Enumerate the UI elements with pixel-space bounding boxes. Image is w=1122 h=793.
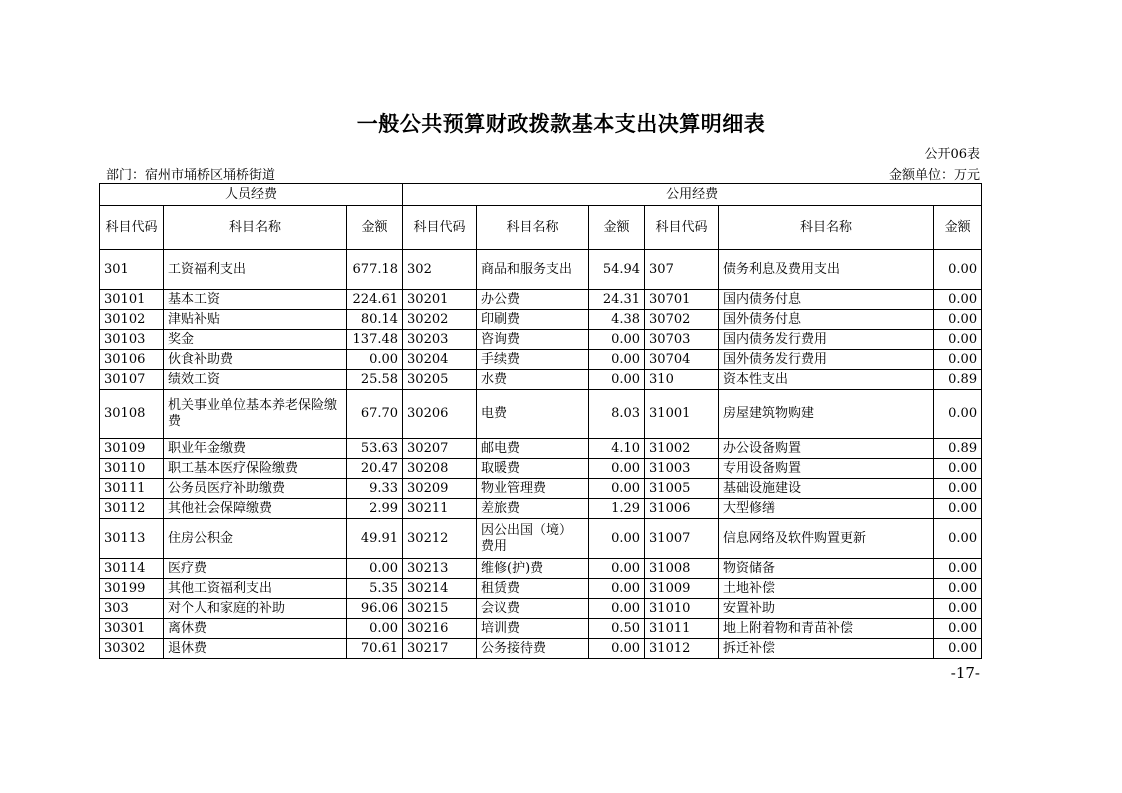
table-cell: 退休费 [164,639,347,659]
table-cell: 0.00 [589,639,645,659]
table-cell: 0.00 [934,599,982,619]
table-cell: 0.00 [589,370,645,390]
table-cell: 30202 [403,310,477,330]
table-cell: 30209 [403,479,477,499]
table-cell: 绩效工资 [164,370,347,390]
table-row [100,310,982,330]
table-cell: 30108 [100,390,164,439]
table-cell: 基本工资 [164,290,347,310]
table-cell: 专用设备购置 [719,459,934,479]
table-cell: 30111 [100,479,164,499]
table-cell: 资本性支出 [719,370,934,390]
table-cell: 土地补偿 [719,579,934,599]
table-cell: 0.00 [934,330,982,350]
table-cell: 30213 [403,559,477,579]
table-cell: 国外债务付息 [719,310,934,330]
table-cell: 职业年金缴费 [164,439,347,459]
table-cell: 邮电费 [477,439,589,459]
table-cell: 2.99 [347,499,403,519]
table-cell: 30701 [645,290,719,310]
table-cell: 0.00 [934,499,982,519]
table-cell: 0.00 [589,559,645,579]
table-cell: 机关事业单位基本养老保险缴费 [164,390,347,439]
page-title: 一般公共预算财政拨款基本支出决算明细表 [356,111,766,136]
table-cell: 30208 [403,459,477,479]
table-cell: 维修(护)费 [477,559,589,579]
table-cell: 0.00 [934,310,982,330]
table-cell: 物业管理费 [477,479,589,499]
table-cell: 302 [403,250,477,290]
table-cell: 30199 [100,579,164,599]
table-cell: 30704 [645,350,719,370]
table-row [100,499,982,519]
table-row [100,330,982,350]
table-row [100,519,982,559]
table-cell: 30212 [403,519,477,559]
table-cell: 地上附着物和青苗补偿 [719,619,934,639]
table-cell: 拆迁补偿 [719,639,934,659]
table-cell: 0.00 [934,290,982,310]
table-cell: 职工基本医疗保险缴费 [164,459,347,479]
table-cell: 96.06 [347,599,403,619]
table-cell: 31002 [645,439,719,459]
table-cell: 电费 [477,390,589,439]
table-cell: 其他社会保障缴费 [164,499,347,519]
column-header: 科目名称 [164,206,347,250]
table-cell: 培训费 [477,619,589,639]
unit-label: 金额单位：万元 [888,168,980,183]
table-cell: 0.00 [589,599,645,619]
table-row [100,579,982,599]
table-cell: 0.00 [934,519,982,559]
table-cell: 30109 [100,439,164,459]
table-cell: 离休费 [164,619,347,639]
table-cell: 取暖费 [477,459,589,479]
table-cell: 租赁费 [477,579,589,599]
table-cell: 31005 [645,479,719,499]
column-header: 科目名称 [719,206,934,250]
table-cell: 会议费 [477,599,589,619]
table-cell: 0.50 [589,619,645,639]
table-cell: 0.00 [934,459,982,479]
table-cell: 对个人和家庭的补助 [164,599,347,619]
table-cell: 310 [645,370,719,390]
column-header: 科目名称 [477,206,589,250]
table-cell: 0.00 [347,350,403,370]
table-cell: 津贴补贴 [164,310,347,330]
table-cell: 0.00 [934,350,982,370]
table-cell: 31008 [645,559,719,579]
table-cell: 137.48 [347,330,403,350]
table-row [100,439,982,459]
table-cell: 30211 [403,499,477,519]
table-cell: 53.63 [347,439,403,459]
table-cell: 25.58 [347,370,403,390]
table-cell: 印刷费 [477,310,589,330]
table-cell: 0.00 [934,390,982,439]
table-cell: 0.00 [347,559,403,579]
table-row [100,459,982,479]
table-cell: 0.89 [934,370,982,390]
table-cell: 30110 [100,459,164,479]
table-cell: 债务利息及费用支出 [719,250,934,290]
table-cell: 30201 [403,290,477,310]
table-cell: 安置补助 [719,599,934,619]
table-cell: 0.00 [934,639,982,659]
table-cell: 0.00 [589,459,645,479]
table-cell: 80.14 [347,310,403,330]
table-cell: 49.91 [347,519,403,559]
table-cell: 30301 [100,619,164,639]
table-cell: 住房公积金 [164,519,347,559]
column-header: 科目代码 [645,206,719,250]
page-number: -17- [950,664,980,682]
table-cell: 224.61 [347,290,403,310]
table-cell: 公务接待费 [477,639,589,659]
table-cell: 1.29 [589,499,645,519]
table-cell: 20.47 [347,459,403,479]
table-cell: 31009 [645,579,719,599]
table-cell: 医疗费 [164,559,347,579]
table-cell: 30203 [403,330,477,350]
table-cell: 30702 [645,310,719,330]
table-row [100,639,982,659]
table-row [100,350,982,370]
table-cell: 30217 [403,639,477,659]
table-cell: 0.00 [934,579,982,599]
table-cell: 30103 [100,330,164,350]
table-cell: 31011 [645,619,719,639]
table-cell: 0.89 [934,439,982,459]
department-label: 部门：宿州市埇桥区埇桥街道 [106,168,276,183]
table-row [100,390,982,439]
group-header-public: 公用经费 [403,184,982,206]
table-cell: 54.94 [589,250,645,290]
table-row [100,619,982,639]
table-cell: 30106 [100,350,164,370]
table-cell: 31007 [645,519,719,559]
table-cell: 伙食补助费 [164,350,347,370]
table-cell: 303 [100,599,164,619]
table-cell: 30206 [403,390,477,439]
table-cell: 30112 [100,499,164,519]
table-cell: 物资储备 [719,559,934,579]
table-cell: 房屋建筑物购建 [719,390,934,439]
table-cell: 30101 [100,290,164,310]
table-row [100,599,982,619]
table-cell: 其他工资福利支出 [164,579,347,599]
table-cell: 30302 [100,639,164,659]
table-row [100,250,982,290]
table-cell: 301 [100,250,164,290]
table-cell: 4.38 [589,310,645,330]
table-cell: 31001 [645,390,719,439]
table-cell: 0.00 [589,579,645,599]
group-header-personnel: 人员经费 [100,184,403,206]
table-cell: 0.00 [934,479,982,499]
table-cell: 4.10 [589,439,645,459]
table-cell: 30113 [100,519,164,559]
table-cell: 31012 [645,639,719,659]
table-cell: 信息网络及软件购置更新 [719,519,934,559]
table-cell: 30205 [403,370,477,390]
table-cell: 0.00 [934,619,982,639]
table-body [100,250,982,659]
table-cell: 奖金 [164,330,347,350]
table-cell: 基础设施建设 [719,479,934,499]
table-cell: 67.70 [347,390,403,439]
table-cell: 国内债务发行费用 [719,330,934,350]
table-cell: 0.00 [589,330,645,350]
table-cell: 0.00 [934,559,982,579]
table-row [100,370,982,390]
table-cell: 大型修缮 [719,499,934,519]
column-header: 金额 [934,206,982,250]
expenditure-table [99,183,982,659]
table-cell: 307 [645,250,719,290]
table-cell: 70.61 [347,639,403,659]
table-cell: 30107 [100,370,164,390]
table-cell: 24.31 [589,290,645,310]
table-cell: 水费 [477,370,589,390]
table-cell: 工资福利支出 [164,250,347,290]
table-cell: 31003 [645,459,719,479]
column-header: 金额 [347,206,403,250]
form-number: 公开06表 [924,147,980,162]
table-row [100,290,982,310]
table-cell: 30207 [403,439,477,459]
table-cell: 30102 [100,310,164,330]
table-cell: 31006 [645,499,719,519]
table-cell: 9.33 [347,479,403,499]
table-cell: 0.00 [934,250,982,290]
table-cell: 30703 [645,330,719,350]
table-cell: 差旅费 [477,499,589,519]
table-cell: 商品和服务支出 [477,250,589,290]
table-cell: 办公设备购置 [719,439,934,459]
table-cell: 0.00 [589,350,645,370]
table-cell: 677.18 [347,250,403,290]
table-cell: 30216 [403,619,477,639]
table-cell: 国内债务付息 [719,290,934,310]
table-cell: 国外债务发行费用 [719,350,934,370]
table-cell: 30215 [403,599,477,619]
table-row [100,479,982,499]
table-cell: 30204 [403,350,477,370]
table-cell: 办公费 [477,290,589,310]
table-cell: 咨询费 [477,330,589,350]
table-cell: 30214 [403,579,477,599]
table-row [100,559,982,579]
table-cell: 公务员医疗补助缴费 [164,479,347,499]
table-cell: 手续费 [477,350,589,370]
table-cell: 30114 [100,559,164,579]
table-cell: 31010 [645,599,719,619]
column-header: 金额 [589,206,645,250]
column-header: 科目代码 [100,206,164,250]
table-cell: 5.35 [347,579,403,599]
table-cell: 因公出国（境）费用 [477,519,589,559]
table-cell: 8.03 [589,390,645,439]
table-cell: 0.00 [589,519,645,559]
column-header: 科目代码 [403,206,477,250]
table-cell: 0.00 [347,619,403,639]
table-cell: 0.00 [589,479,645,499]
